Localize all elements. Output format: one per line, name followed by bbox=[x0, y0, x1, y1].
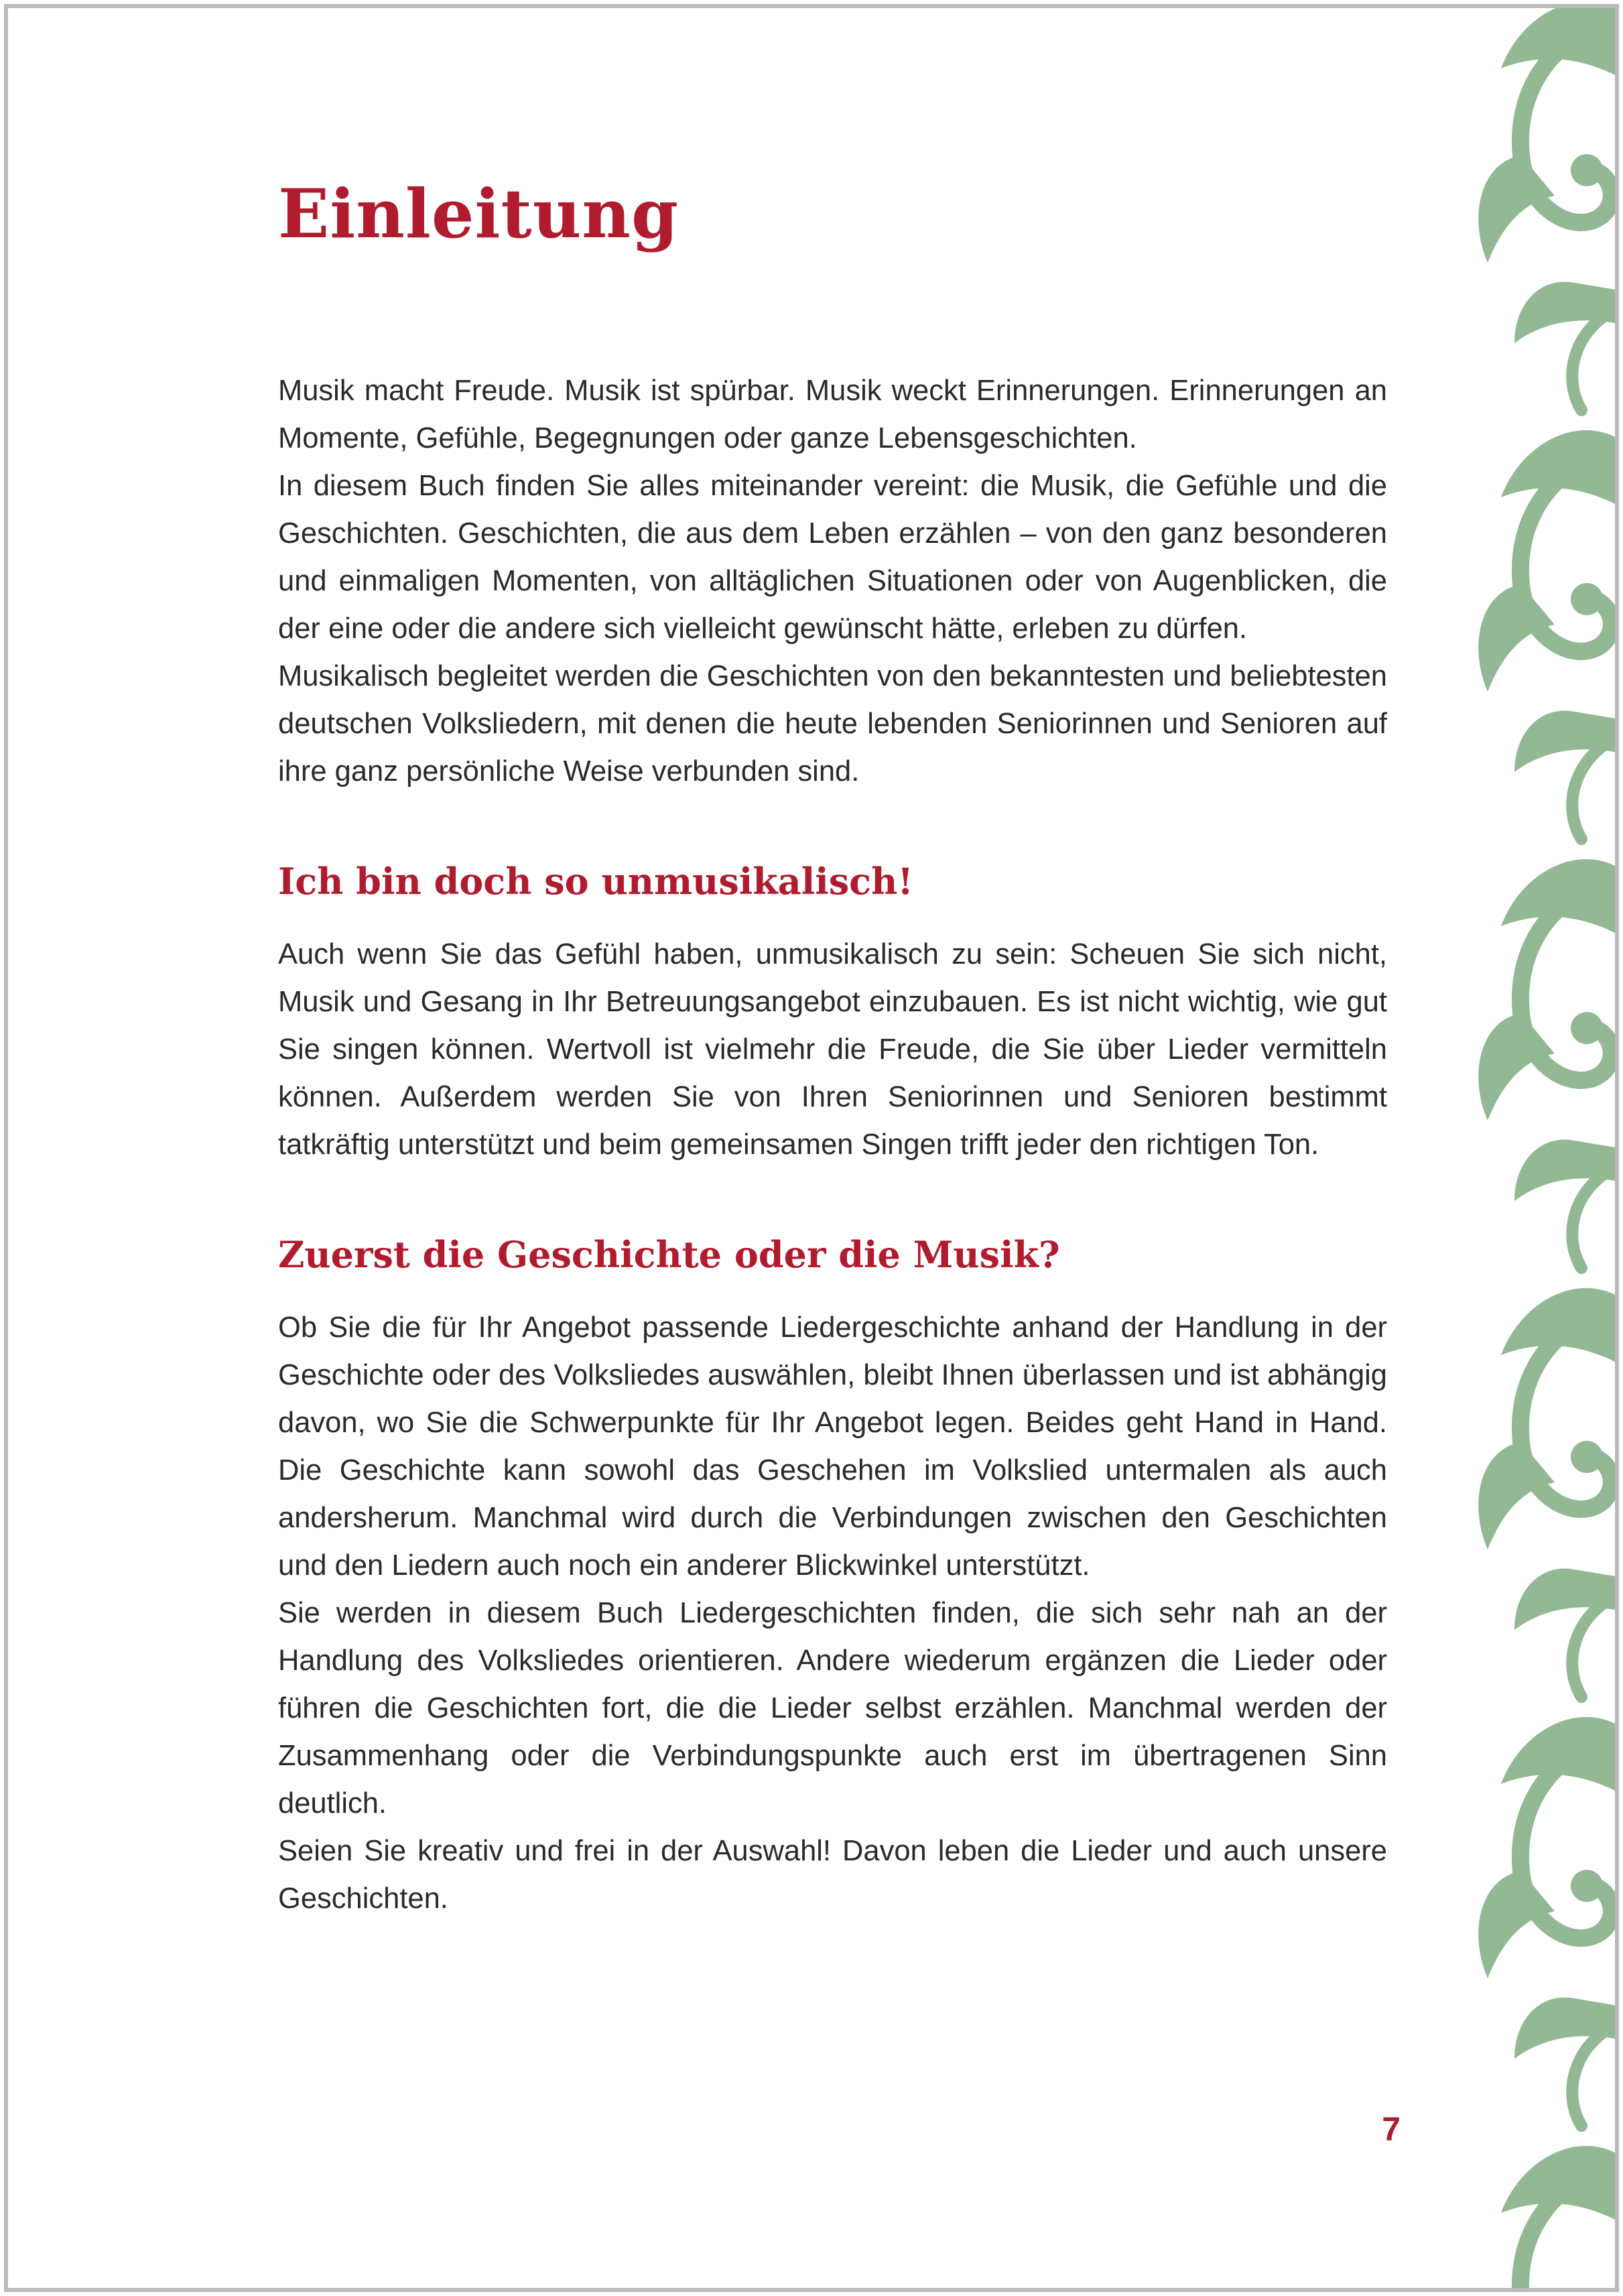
section2-paragraph-3: Seien Sie kreativ und frei in der Auswahl! Davon leben die Lieder und auch unsere Geschichten. bbox=[278, 1835, 1387, 1915]
section1-paragraph-1: Auch wenn Sie das Gefühl haben, unmusikalisch zu sein: Scheuen Sie sich nicht, Musik und Gesang in Ihr Betreuungsangebot einzubauen. Es ist nicht wichtig, wie gut Sie singen können. Wertvoll ist vielmehr die Freude, die Sie über Lieder vermitteln können. Außerdem werden Sie von Ihren Seniorinnen und Senioren bestimmt tatkräftig unterstützt und beim gemeinsamen Singen trifft jeder den richtigen Ton. bbox=[278, 938, 1387, 1161]
section-heading-unmusikalisch: Ich bin doch so unmusikalisch! bbox=[278, 860, 913, 903]
section-heading-geschichte-musik: Zuerst die Geschichte oder die Musik? bbox=[278, 1233, 1060, 1276]
section-geschichte-musik bbox=[278, 1233, 1387, 1923]
section2-paragraph-2: Sie werden in diesem Buch Liedergeschichten finden, die sich sehr nah an der Handlung des Volksliedes orientieren. Andere wiederum ergänzen die Lieder oder führen die Geschichten fort, die die Lieder selbst erzählen. Manchmal werden der Zusammenhang oder die Verbindungspunkte auch erst im übertragenen Sinn deutlich. bbox=[278, 1597, 1387, 1820]
section2-paragraph-1: Ob Sie die für Ihr Angebot passende Liedergeschichte anhand der Handlung in der Geschichte oder des Volksliedes auswählen, bleibt Ihnen überlassen und ist abhängig davon, wo Sie die Schwerpunkte für Ihr Angebot legen. Beides geht Hand in Hand. Die Geschichte kann sowohl das Geschehen im Volkslied untermalen als auch andersherum. Manchmal wird durch die Verbindungen zwischen den Geschichten und den Liedern auch noch ein anderer Blickwinkel unterstützt. bbox=[278, 1312, 1387, 1582]
page-number: 7 bbox=[1382, 2110, 1401, 2148]
intro-paragraph-1: Musik macht Freude. Musik ist spürbar. Musik weckt Erinnerungen. Erinnerungen an Momente, Gefühle, Begegnungen oder ganze Lebensgeschichten. bbox=[278, 375, 1387, 454]
floral-ornament-icon bbox=[1474, 8, 1615, 2288]
section-unmusikalisch bbox=[278, 860, 1387, 1169]
intro-section bbox=[278, 367, 1387, 795]
intro-paragraph-3: Musikalisch begleitet werden die Geschichten von den bekanntesten und beliebtesten deutschen Volksliedern, mit denen die heute lebenden Seniorinnen und Senioren auf ihre ganz persönliche Weise verbunden sind. bbox=[278, 660, 1387, 787]
main-content bbox=[278, 174, 1387, 1923]
intro-paragraph-2: In diesem Buch finden Sie alles miteinander vereint: die Musik, die Gefühle und die Geschichten. Geschichten, die aus dem Leben erzählen – von den ganz besonderen und einmaligen Momenten, von alltäglichen Situationen oder von Augenblicken, die der eine oder die andere sich vielleicht gewünscht hätte, erleben zu dürfen. bbox=[278, 470, 1387, 645]
page-title: Einleitung bbox=[278, 174, 679, 253]
